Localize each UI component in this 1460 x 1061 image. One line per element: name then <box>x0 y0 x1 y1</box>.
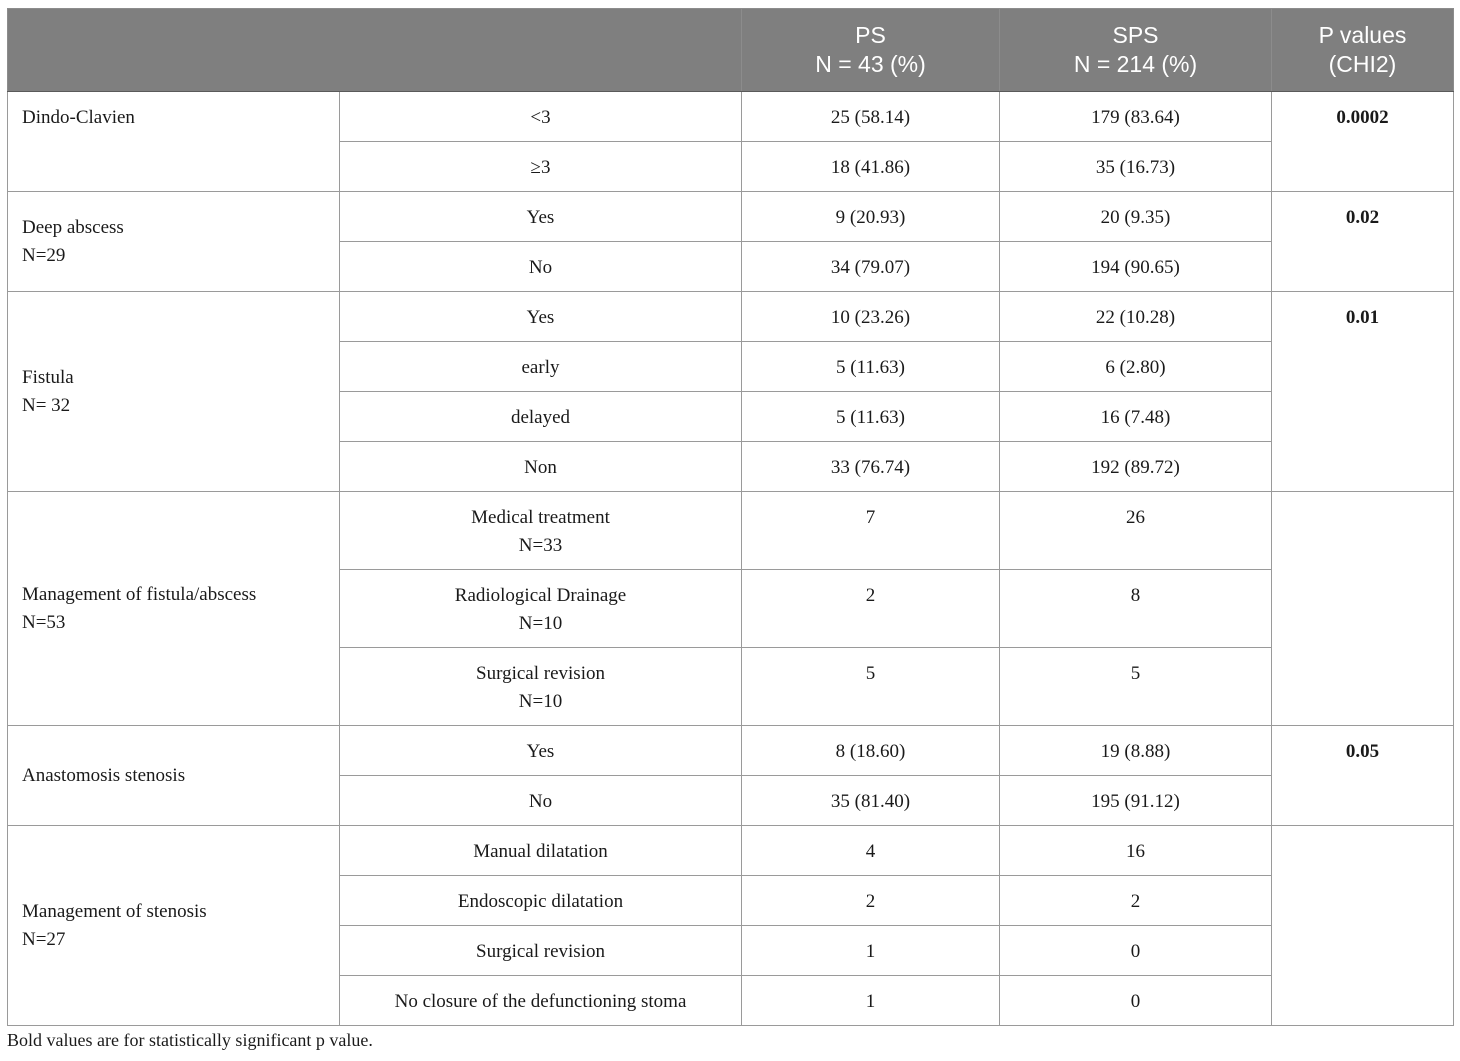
sps-value: 0 <box>1000 976 1272 1026</box>
sub-label: Endoscopic dilatation <box>340 876 742 926</box>
sub-label: No <box>340 242 742 292</box>
header-p-values <box>1272 9 1454 92</box>
sps-value: 194 (90.65) <box>1000 242 1272 292</box>
table-row <box>8 826 1454 876</box>
ps-value: 5 <box>742 648 1000 726</box>
sps-value: 2 <box>1000 876 1272 926</box>
sub-label: Surgical revision <box>340 926 742 976</box>
sub-label: <3 <box>340 92 742 142</box>
sub-label: Radiological Drainage N=10 <box>340 570 742 648</box>
sps-value: 26 <box>1000 492 1272 570</box>
row-label-mgmt-stenosis: Management of stenosis N=27 <box>8 826 340 1026</box>
p-value-fistula: 0.01 <box>1272 292 1454 492</box>
sps-value: 16 (7.48) <box>1000 392 1272 442</box>
sub-label: No <box>340 776 742 826</box>
table-row <box>8 292 1454 342</box>
ps-value: 2 <box>742 570 1000 648</box>
ps-value: 5 (11.63) <box>742 342 1000 392</box>
table-row <box>8 192 1454 242</box>
sps-value: 16 <box>1000 826 1272 876</box>
p-value-dindo: 0.0002 <box>1272 92 1454 192</box>
ps-value: 10 (23.26) <box>742 292 1000 342</box>
header-p-test: (CHI2) <box>1328 51 1397 77</box>
sub-label: Yes <box>340 726 742 776</box>
sub-label: No closure of the defunctioning stoma <box>340 976 742 1026</box>
ps-value: 2 <box>742 876 1000 926</box>
ps-value: 8 (18.60) <box>742 726 1000 776</box>
row-label-stenosis: Anastomosis stenosis <box>8 726 340 826</box>
sub-label: Yes <box>340 192 742 242</box>
row-label-fistula: Fistula N= 32 <box>8 292 340 492</box>
header-sps-title: SPS <box>1112 22 1159 48</box>
p-value-empty <box>1272 492 1454 726</box>
ps-value: 1 <box>742 926 1000 976</box>
sub-label: delayed <box>340 392 742 442</box>
ps-value: 34 (79.07) <box>742 242 1000 292</box>
sps-value: 6 (2.80) <box>1000 342 1272 392</box>
ps-value: 5 (11.63) <box>742 392 1000 442</box>
sub-label: Surgical revision N=10 <box>340 648 742 726</box>
sps-value: 179 (83.64) <box>1000 92 1272 142</box>
header-sps-n: N = 214 (%) <box>1073 51 1198 77</box>
ps-value: 9 (20.93) <box>742 192 1000 242</box>
sps-value: 5 <box>1000 648 1272 726</box>
sps-value: 195 (91.12) <box>1000 776 1272 826</box>
header-p-title: P values <box>1318 22 1407 48</box>
table-footnote: Bold values are for statistically significant p value. <box>7 1030 373 1050</box>
header-sps <box>1000 9 1272 92</box>
sps-value: 0 <box>1000 926 1272 976</box>
ps-value: 18 (41.86) <box>742 142 1000 192</box>
sub-label: Non <box>340 442 742 492</box>
sps-value: 20 (9.35) <box>1000 192 1272 242</box>
sps-value: 22 (10.28) <box>1000 292 1272 342</box>
header-ps-n: N = 43 (%) <box>815 51 926 77</box>
ps-value: 33 (76.74) <box>742 442 1000 492</box>
ps-value: 1 <box>742 976 1000 1026</box>
row-label-abscess: Deep abscess N=29 <box>8 192 340 292</box>
sub-label: Medical treatment N=33 <box>340 492 742 570</box>
sub-label: Yes <box>340 292 742 342</box>
ps-value: 25 (58.14) <box>742 92 1000 142</box>
header-ps-title: PS <box>855 22 886 48</box>
p-value-empty <box>1272 826 1454 1026</box>
sub-label: Manual dilatation <box>340 826 742 876</box>
header-ps <box>742 9 1000 92</box>
header-row <box>8 9 1454 92</box>
row-label-dindo: Dindo-Clavien <box>8 92 340 192</box>
table-row <box>8 492 1454 570</box>
sub-label: ≥3 <box>340 142 742 192</box>
header-empty-cell <box>8 9 742 92</box>
ps-value: 4 <box>742 826 1000 876</box>
p-value-stenosis: 0.05 <box>1272 726 1454 826</box>
p-value-abscess: 0.02 <box>1272 192 1454 292</box>
sub-label: early <box>340 342 742 392</box>
row-label-mgmt-fistula: Management of fistula/abscess N=53 <box>8 492 340 726</box>
ps-value: 7 <box>742 492 1000 570</box>
results-table <box>7 8 1454 1026</box>
table-row <box>8 92 1454 142</box>
table-row <box>8 726 1454 776</box>
sps-value: 19 (8.88) <box>1000 726 1272 776</box>
sps-value: 8 <box>1000 570 1272 648</box>
sps-value: 35 (16.73) <box>1000 142 1272 192</box>
ps-value: 35 (81.40) <box>742 776 1000 826</box>
sps-value: 192 (89.72) <box>1000 442 1272 492</box>
